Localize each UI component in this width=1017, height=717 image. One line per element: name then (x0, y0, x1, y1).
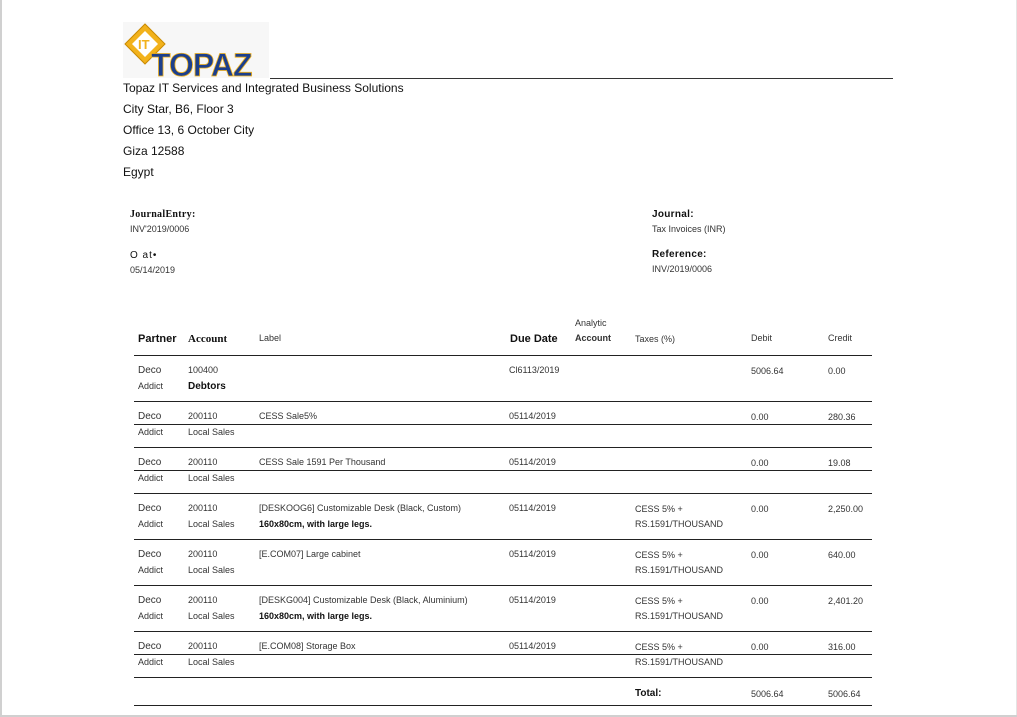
date-label: O at• (130, 250, 158, 261)
total-label: Total: (635, 688, 662, 699)
cell-account-name: Local Sales (188, 473, 235, 483)
cell-credit: 280.36 (828, 412, 856, 422)
cell-account: 200110 (188, 411, 218, 421)
header-divider (270, 78, 893, 79)
cell-debit: 0.00 (751, 458, 769, 468)
cell-label: [E.COM08] Storage Box (259, 641, 356, 651)
page-left-edge (0, 0, 2, 717)
cell-account: 200110 (188, 641, 218, 651)
cell-tax: CESS 5% + (635, 550, 683, 560)
address-country: Egypt (123, 165, 154, 179)
logo-mark-text: IT (138, 37, 150, 52)
total-debit: 5006.64 (751, 689, 784, 699)
cell-debit: 0.00 (751, 412, 769, 422)
cell-tax-2: RS.1591/THOUSAND (635, 519, 724, 529)
cell-account-name: Debtors (188, 381, 226, 392)
cell-partner: Deco (138, 549, 162, 560)
cell-credit: 640.00 (828, 550, 856, 560)
row-inner-divider (134, 424, 872, 425)
cell-partner: Deco (138, 641, 162, 652)
date-value: 05/14/2019 (130, 265, 176, 275)
col-analytic: Analytic (575, 318, 607, 328)
cell-account: 200110 (188, 549, 218, 559)
col-partner: Partner (138, 333, 177, 345)
cell-due-date: Cl6113/2019 (509, 365, 560, 375)
cell-tax-2: RS.1591/THOUSAND (635, 565, 724, 575)
journal-value: Tax Invoices (INR) (652, 224, 726, 234)
table-row (134, 540, 872, 586)
journal-entry-label: JournalEntry: (130, 209, 196, 220)
date-block (130, 250, 175, 275)
cell-label: [E.COM07] Large cabinet (259, 549, 361, 559)
cell-account-name: Local Sales (188, 565, 235, 575)
cell-tax-2: RS.1591/THOUSAND (635, 657, 724, 667)
logo-wordmark: TOPAZ (151, 47, 252, 78)
total-credit: 5006.64 (828, 689, 861, 699)
cell-due-date: 05114/2019 (509, 595, 556, 605)
col-label: Label (259, 333, 282, 343)
cell-account-name: Local Sales (188, 427, 235, 437)
table-row (134, 356, 872, 402)
journal-label: Journal: (652, 209, 694, 220)
cell-tax-2: RS.1591/THOUSAND (635, 611, 724, 621)
cell-due-date: 05114/2019 (509, 411, 556, 421)
reference-block (652, 249, 712, 274)
company-logo (123, 22, 269, 78)
cell-label: [DESKG004] Customizable Desk (Black, Aluminium) (259, 595, 468, 605)
table-row (134, 494, 872, 540)
cell-debit: 0.00 (751, 550, 769, 560)
col-debit: Debit (751, 333, 773, 343)
cell-due-date: 05114/2019 (509, 457, 556, 467)
cell-partner-2: Addict (138, 611, 164, 621)
journal-items-table (134, 315, 872, 706)
col-due-date: Due Date (510, 333, 558, 345)
table-row (134, 632, 872, 678)
cell-tax: CESS 5% + (635, 596, 683, 606)
cell-partner: Deco (138, 457, 162, 468)
row-inner-divider (134, 470, 872, 471)
reference-label: Reference: (652, 249, 707, 260)
cell-credit: 316.00 (828, 642, 856, 652)
table-total-row (134, 678, 872, 706)
address-city: Giza 12588 (123, 144, 185, 158)
cell-partner: Deco (138, 503, 162, 514)
cell-partner-2: Addict (138, 473, 164, 483)
col-taxes: Taxes (%) (635, 334, 676, 344)
cell-partner-2: Addict (138, 657, 164, 667)
cell-partner: Deco (138, 411, 162, 422)
cell-label-detail: 160x80cm, with large legs. (259, 519, 373, 529)
col-credit: Credit (828, 333, 853, 343)
company-address (123, 81, 404, 186)
cell-credit: 19.08 (828, 458, 851, 468)
cell-debit: 0.00 (751, 596, 769, 606)
col-analytic-account: Account (575, 333, 611, 343)
cell-debit: 0.00 (751, 504, 769, 514)
journal-entry-value: INV'2019/0006 (130, 224, 190, 234)
cell-label: [DESKOOG6] Customizable Desk (Black, Custom) (259, 503, 462, 513)
cell-account-name: Local Sales (188, 519, 235, 529)
cell-due-date: 05114/2019 (509, 549, 556, 559)
cell-due-date: 05114/2019 (509, 503, 556, 513)
col-account: Account (188, 333, 228, 345)
cell-partner-2: Addict (138, 381, 164, 391)
address-line-2: Office 13, 6 October City (123, 123, 255, 137)
table-row (134, 586, 872, 632)
journal-entry-block (130, 209, 196, 234)
cell-account: 200110 (188, 457, 218, 467)
cell-partner-2: Addict (138, 427, 164, 437)
cell-partner: Deco (138, 595, 162, 606)
table-row (134, 402, 872, 448)
reference-value: INV/2019/0006 (652, 264, 713, 274)
journal-block (652, 209, 726, 234)
cell-tax: CESS 5% + (635, 642, 683, 652)
table-row (134, 448, 872, 494)
cell-account: 200110 (188, 595, 218, 605)
cell-label-detail: 160x80cm, with large legs. (259, 611, 373, 621)
address-line-1: City Star, B6, Floor 3 (123, 102, 234, 116)
cell-credit: 2,401.20 (828, 596, 864, 606)
cell-account: 200110 (188, 503, 218, 513)
cell-debit: 0.00 (751, 642, 769, 652)
cell-label: CESS Sale5% (259, 411, 318, 421)
cell-tax: CESS 5% + (635, 504, 683, 514)
cell-partner-2: Addict (138, 519, 164, 529)
table-header (134, 315, 872, 356)
row-inner-divider (134, 654, 872, 655)
cell-debit: 5006.64 (751, 366, 784, 376)
cell-credit: 2,250.00 (828, 504, 864, 514)
cell-label: CESS Sale 1591 Per Thousand (259, 457, 386, 467)
cell-account-name: Local Sales (188, 657, 235, 667)
cell-due-date: 05114/2019 (509, 641, 556, 651)
company-name: Topaz IT Services and Integrated Business Solutions (123, 81, 404, 95)
cell-account-name: Local Sales (188, 611, 235, 621)
cell-partner-2: Addict (138, 565, 164, 575)
cell-account: 100400 (188, 365, 219, 375)
cell-credit: 0.00 (828, 366, 846, 376)
cell-partner: Deco (138, 365, 162, 376)
